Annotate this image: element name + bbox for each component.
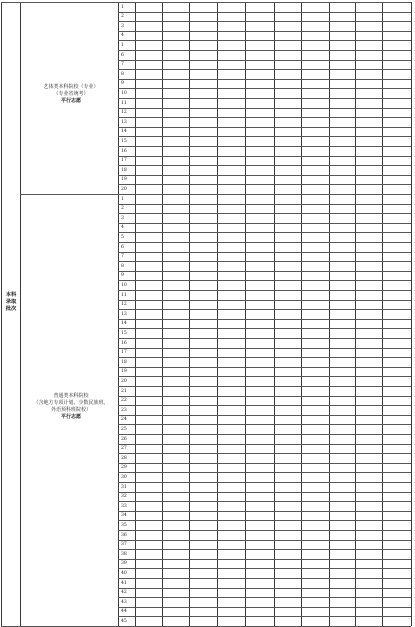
group-divider [20,194,411,195]
group-label-line: 艺体类本科院校（专业） [43,84,99,90]
table-row-number: 12 [121,110,127,116]
table-row-number: 16 [121,148,127,154]
choice-column-divider [411,2,412,626]
table-row [118,204,411,205]
group-label-general [24,393,118,421]
table-row-number: 26 [121,436,127,442]
table-row [118,146,411,147]
table-row-number: 3 [121,23,124,29]
table-row-number: 22 [121,398,127,404]
table-row [118,549,411,550]
table-row [118,482,411,483]
table-row-number: 13 [121,311,127,317]
table-row [118,559,411,560]
table-row [118,261,411,262]
table-row [118,12,411,13]
table-row-number: 17 [121,350,127,356]
table-row [118,338,411,339]
choice-column-divider [355,2,356,626]
table-row-number: 20 [121,379,127,384]
table-row-number: 20 [121,187,127,192]
table-row-number: 12 [121,302,127,308]
table-row [118,607,411,608]
table-row-number: 38 [121,551,127,557]
table-row-number: 17 [121,158,127,164]
table-row [118,511,411,512]
table-row [118,50,411,51]
table-row [118,578,411,579]
table-row [118,616,411,617]
table-row-number: 19 [121,177,127,183]
table-row [118,597,411,598]
table-row-number: 18 [121,359,127,365]
table-row [118,501,411,502]
table-row-number: 40 [121,571,127,576]
table-row-number: 15 [121,139,127,144]
group-label-line: 外语预科班院校） [50,407,91,413]
table-row [118,252,411,253]
choice-column-divider [274,2,275,626]
table-row [118,175,411,176]
table-row-number: 21 [121,388,127,394]
table-row-number: 7 [121,254,124,260]
group-label-line: （含地方专项计划、少数民族班、 [33,400,109,406]
table-row [118,40,411,41]
table-row [118,357,411,358]
table-row [118,568,411,569]
table-row [118,453,411,454]
table-row-number: 31 [121,484,127,490]
batch-label [3,292,19,313]
table-row [118,165,411,166]
group-subtitle: 平行志愿 [60,98,81,104]
table-row [118,328,411,329]
group-label-line: （专业省统考） [53,91,89,97]
table-row-number: 37 [121,542,127,548]
table-row-number: 10 [121,283,127,288]
group-column-divider [118,2,119,626]
table-row [118,434,411,435]
table-row [118,271,411,272]
choice-column-divider [245,2,246,626]
table-row-number: 9 [121,81,124,87]
table-row [118,405,411,406]
table-row-number: 6 [121,244,124,250]
table-row [118,117,411,118]
table-row-number: 28 [121,455,127,461]
table-row [118,21,411,22]
batch-label-line: 本科 [5,292,17,298]
table-row-number: 39 [121,561,127,567]
table-row [118,213,411,214]
table-row [118,376,411,377]
table-row-number: 41 [121,580,127,586]
table-row-number: 3 [121,215,124,221]
table-row-number: 27 [121,446,127,452]
table-row [118,472,411,473]
table-row-number: 1 [121,196,124,202]
table-row-number: 32 [121,494,127,500]
table-row-number: 2 [121,206,124,212]
choice-column-divider [301,2,302,626]
table-row [118,530,411,531]
table-row [118,127,411,128]
batch-label-line: 批次 [5,306,17,312]
table-row-number: 1 [121,4,124,10]
table-row [118,60,411,61]
table-row-number: 25 [121,427,127,432]
table-row-number: 11 [121,292,127,298]
table-row-number: 6 [121,52,124,58]
table-row-number: 35 [121,523,127,528]
table-row [118,492,411,493]
table-row-number: 8 [121,263,124,269]
table-row [118,520,411,521]
choice-column-divider [382,2,383,626]
table-row [118,348,411,349]
table-row [118,108,411,109]
table-border-left [1,2,2,626]
table-row-number: 29 [121,465,127,471]
table-row-number: 33 [121,503,127,509]
table-border-top [1,2,411,3]
table-row-number: 1 [121,43,124,48]
table-row-number: 2 [121,14,124,20]
table-row [118,79,411,80]
table-row-number: 45 [121,619,127,624]
table-row-number: 4 [121,33,124,39]
table-row-number: 23 [121,407,127,413]
table-row-number: 7 [121,62,124,68]
table-row [118,588,411,589]
table-row-number: 4 [121,225,124,231]
table-row-number: 42 [121,590,127,596]
table-row-number: 14 [121,129,127,135]
table-row [118,367,411,368]
table-row-number: 43 [121,599,127,605]
table-row [118,156,411,157]
table-row [118,223,411,224]
table-row [118,386,411,387]
table-row-number: 13 [121,119,127,125]
table-row [118,540,411,541]
group-label-arts [26,84,116,105]
table-row [118,309,411,310]
choice-column-divider [217,2,218,626]
table-row-number: 30 [121,475,127,480]
table-row-number: 8 [121,71,124,77]
group-label-line: 普通类本科院校 [53,393,89,399]
table-row-number: 19 [121,369,127,375]
table-row [118,415,411,416]
table-row [118,31,411,32]
table-row-number: 15 [121,331,127,336]
table-row-number: 16 [121,340,127,346]
table-row [118,300,411,301]
table-row [118,88,411,89]
table-row-number: 14 [121,321,127,327]
table-row-number: 24 [121,417,127,423]
table-row [118,424,411,425]
table-row [118,396,411,397]
choice-column-divider [329,2,330,626]
table-row [118,319,411,320]
table-row-number: 9 [121,273,124,279]
table-row-number: 36 [121,532,127,538]
table-row [118,280,411,281]
table-row [118,184,411,185]
table-row [118,444,411,445]
batch-label-line: 录取 [5,299,17,305]
batch-column-divider [20,2,21,626]
table-row [118,290,411,291]
table-row [118,463,411,464]
choice-column-divider [189,2,190,626]
group-subtitle: 平行志愿 [60,414,81,420]
choice-column-divider [162,2,163,626]
table-row-number: 44 [121,609,127,615]
table-row-number: 5 [121,235,124,240]
table-row-number: 18 [121,167,127,173]
table-row [118,136,411,137]
table-row-number: 34 [121,513,127,519]
table-row [118,242,411,243]
table-row-number: 10 [121,91,127,96]
table-row-number: 11 [121,100,127,106]
table-row [118,69,411,70]
table-row [118,98,411,99]
table-row [118,232,411,233]
